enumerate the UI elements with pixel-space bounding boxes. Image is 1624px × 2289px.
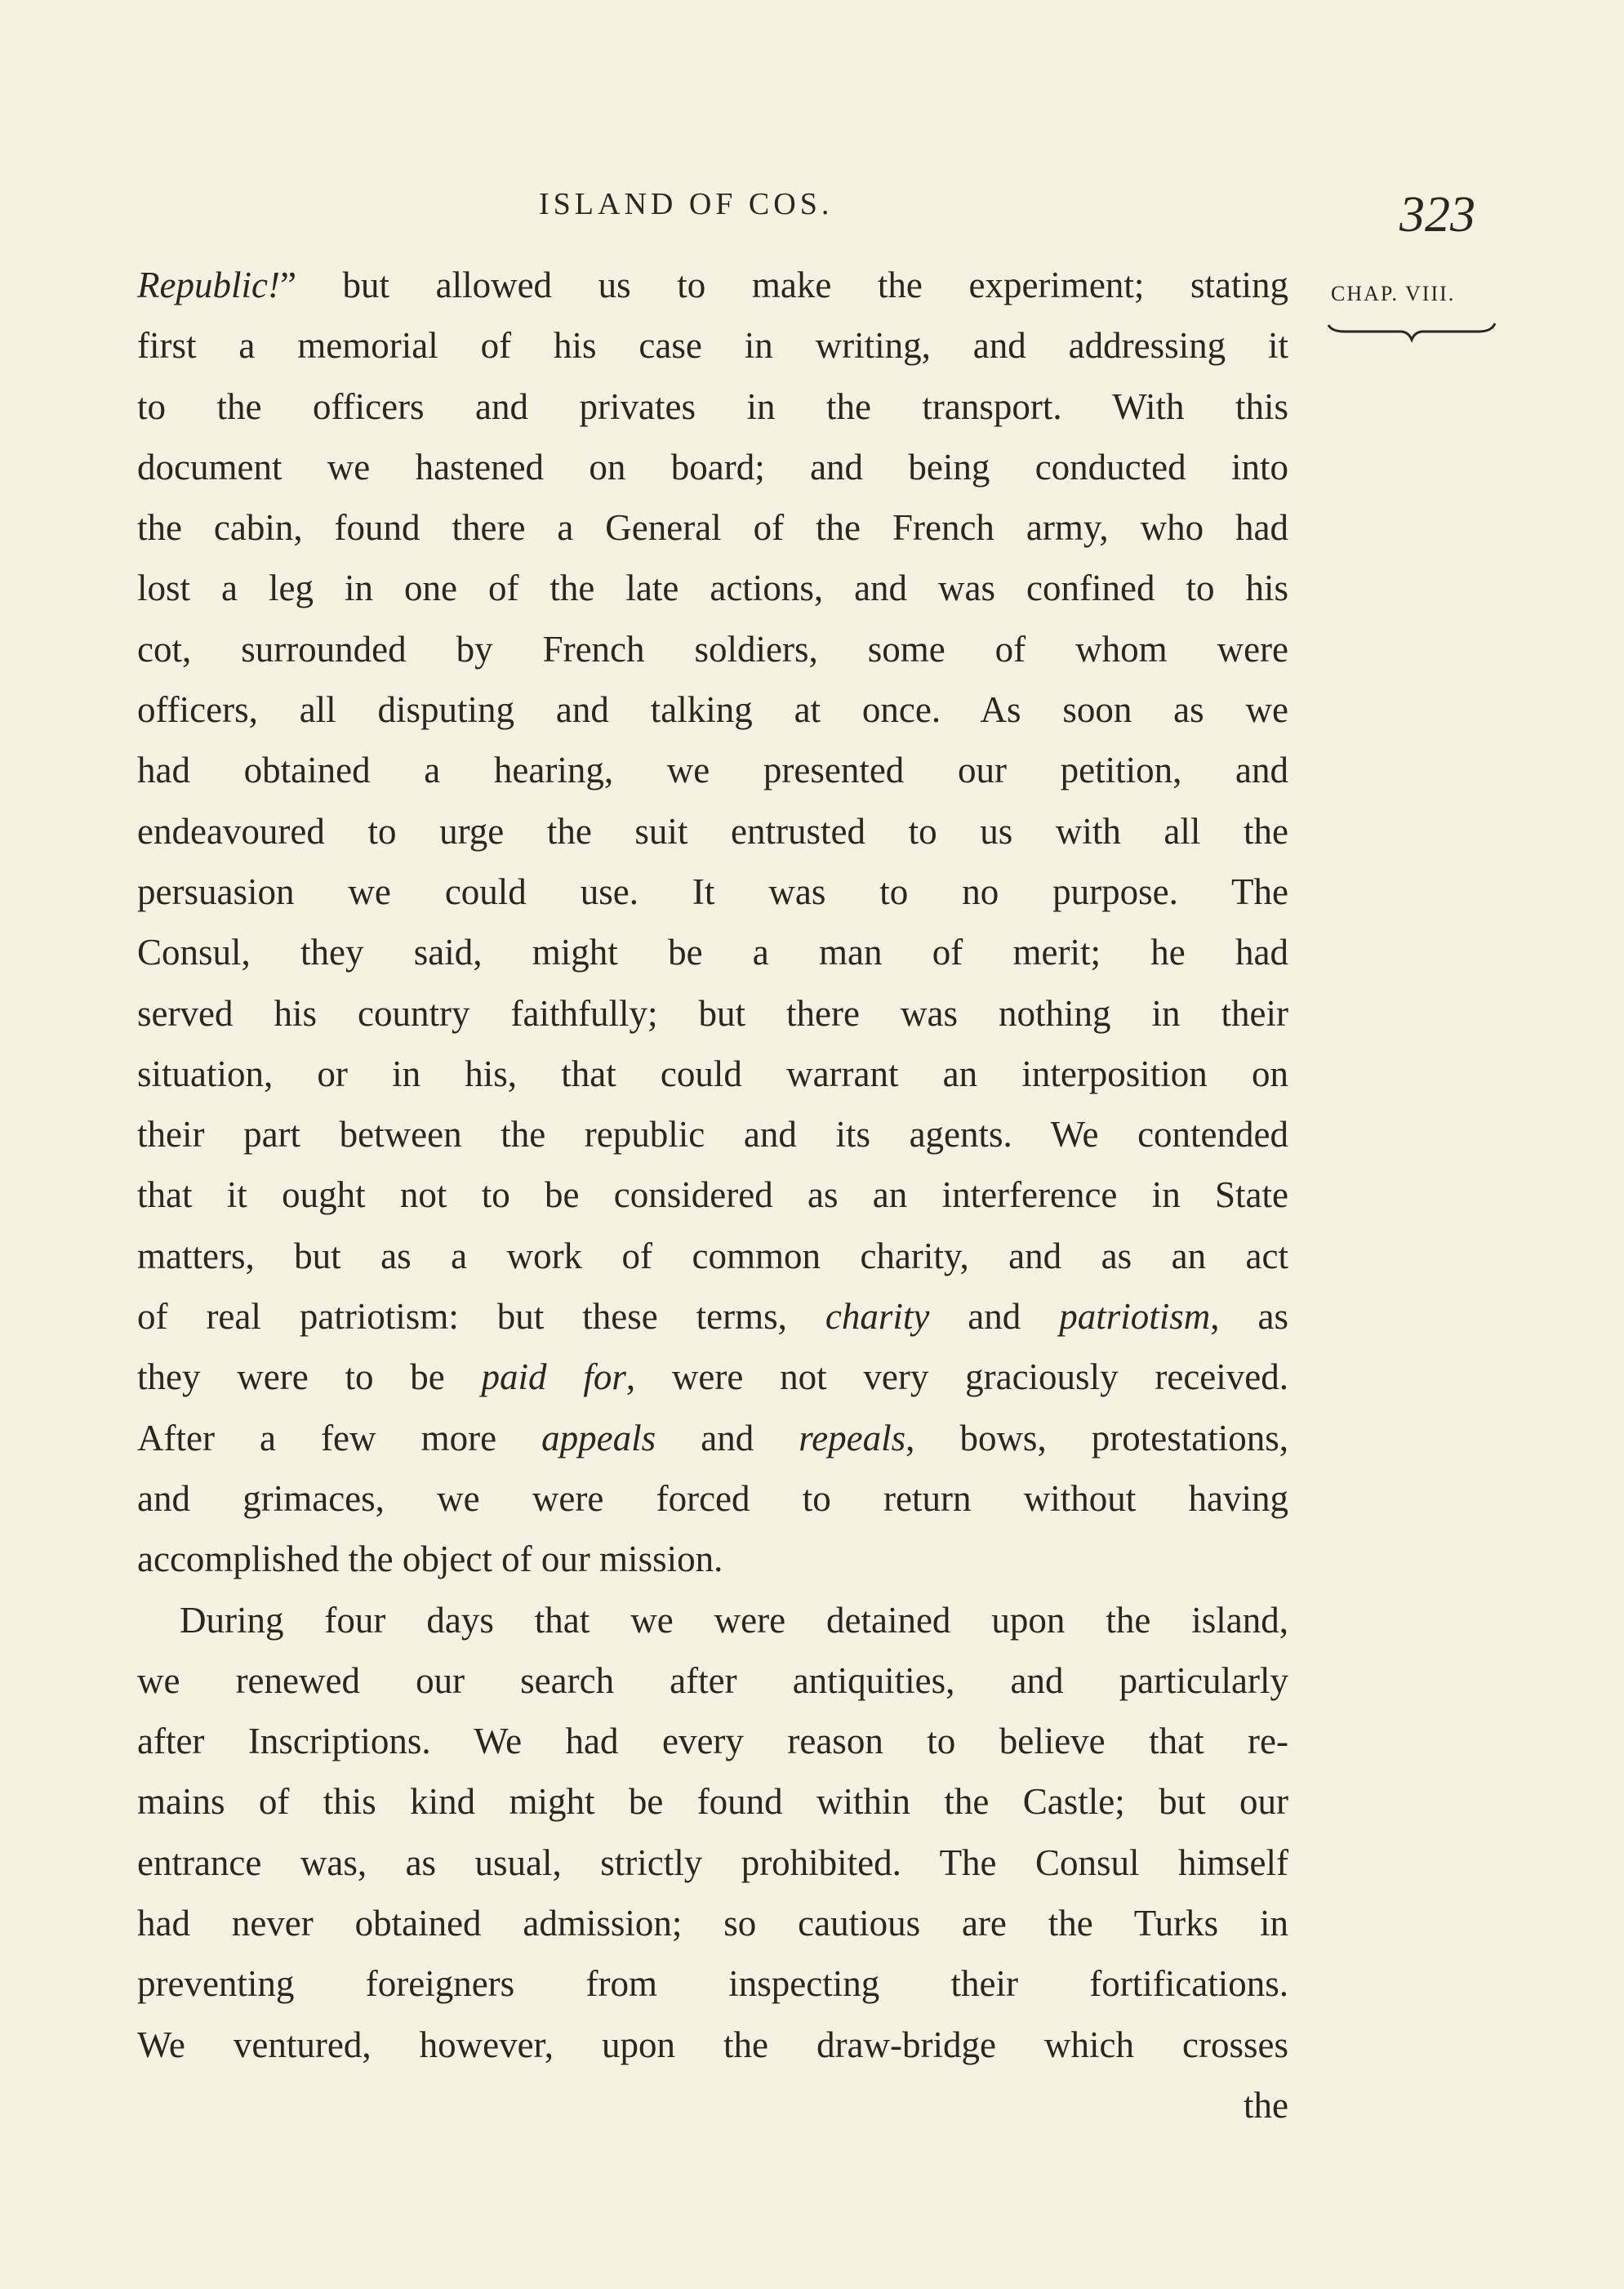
text-line: endeavoured to urge the suit entrusted to us with all the xyxy=(137,810,1288,852)
text-line: we renewed our search after antiquities, and particularly xyxy=(137,1659,1288,1701)
page-number: 323 xyxy=(1399,187,1475,243)
text-line: accomplished the object of our mission. xyxy=(137,1539,723,1580)
text-line: After a few more appeals and repeals, bows, protestations, xyxy=(137,1417,1288,1458)
catchword: the xyxy=(1244,2084,1288,2126)
text-line: that it ought not to be considered as an interference in State xyxy=(137,1174,1288,1216)
text-line: preventing foreigners from inspecting their fortifications. xyxy=(137,1963,1288,2005)
running-head: ISLAND OF COS. xyxy=(539,187,834,221)
text-line: first a memorial of his case in writing, and addressing it xyxy=(137,325,1288,367)
text-line: had obtained a hearing, we presented our petition, and xyxy=(137,750,1288,791)
text-line: mains of this kind might be found within the Castle; but our xyxy=(137,1781,1288,1823)
brace-ornament xyxy=(1327,320,1498,345)
text-line: Republic!” but allowed us to make the experiment; stating xyxy=(137,265,1288,305)
text-line: Consul, they said, might be a man of merit; he had xyxy=(137,932,1288,973)
text-line: had never obtained admission; so cautious are the Turks in xyxy=(137,1903,1288,1944)
text-line: During four days that we were detained upon the island, xyxy=(180,1599,1288,1641)
body-text xyxy=(137,255,1288,2135)
text-line: officers, all disputing and talking at once. As soon as we xyxy=(137,689,1288,731)
text-line: to the officers and privates in the transport. With this xyxy=(137,385,1288,427)
text-line: We ventured, however, upon the draw-bridge which crosses xyxy=(137,2024,1288,2065)
text-line: persuasion we could use. It was to no purpose. The xyxy=(137,871,1288,912)
text-line: lost a leg in one of the late actions, and was confined to his xyxy=(137,568,1288,609)
text-line: matters, but as a work of common charity, and as an act xyxy=(137,1235,1288,1276)
text-line: of real patriotism: but these terms, charity and patriotism, as xyxy=(137,1296,1288,1338)
text-line: and grimaces, we were forced to return without having xyxy=(137,1477,1288,1519)
chapter-marginal-note: CHAP. VIII. xyxy=(1331,282,1456,305)
text-line: served his country faithfully; but there was nothing in their xyxy=(137,992,1288,1034)
text-line: document we hastened on board; and being conducted into xyxy=(137,446,1288,488)
text-line: they were to be paid for, were not very graciously received. xyxy=(137,1356,1288,1398)
text-line: their part between the republic and its agents. We contended xyxy=(137,1114,1288,1156)
text-line: entrance was, as usual, strictly prohibited. The Consul himself xyxy=(137,1841,1288,1883)
text-line: after Inscriptions. We had every reason to believe that re- xyxy=(137,1721,1288,1762)
text-line: the cabin, found there a General of the French army, who had xyxy=(137,507,1288,549)
text-line: cot, surrounded by French soldiers, some of whom were xyxy=(137,628,1288,670)
text-line: situation, or in his, that could warrant an interposition on xyxy=(137,1053,1288,1094)
